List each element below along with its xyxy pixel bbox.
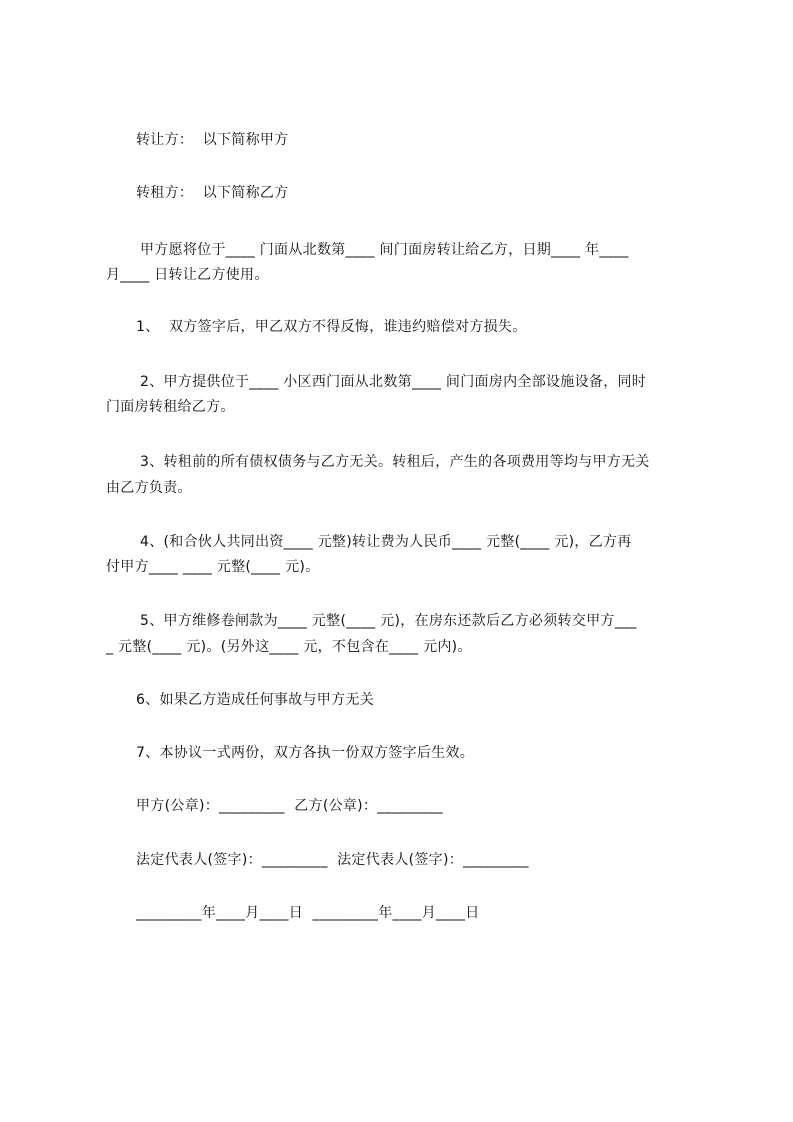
clause-3-line-1: 3、转租前的所有债权债务与乙方无关。转租后，产生的各项费用等均与甲方无关 — [140, 454, 650, 470]
clause-6: 6、如果乙方造成任何事故与甲方无关 — [136, 692, 375, 708]
clause-2-line-2: 门面房转租给乙方。 — [106, 399, 235, 415]
transferor-line: 转让方： 以下简称甲方 — [136, 132, 289, 148]
intro-paragraph-line-1: 甲方愿将位于____ 门面从北数第____ 间门面房转让给乙方，日期____ 年____ — [140, 242, 629, 258]
date-line: _________年____月____日 _________年____月____日 — [136, 905, 480, 921]
clause-5-line-2: _ 元整(____ 元)。(另外这____ 元，不包含在____ 元内)。 — [106, 639, 472, 655]
subtenant-line: 转租方： 以下简称乙方 — [136, 185, 289, 201]
clause-3-line-2: 由乙方负责。 — [106, 480, 192, 496]
clause-5-line-1: 5、甲方维修卷闸款为____ 元整(____ 元)，在房东还款后乙方必须转交甲方___ — [140, 613, 637, 629]
clause-4-line-1: 4、(和合伙人共同出资____ 元整)转让费为人民币____ 元整(____ 元)，乙方再 — [140, 534, 632, 550]
intro-paragraph-line-2: 月____ 日转让乙方使用。 — [106, 267, 269, 283]
seal-line: 甲方(公章)：_________ 乙方(公章)：_________ — [136, 798, 443, 814]
clause-2-line-1: 2、甲方提供位于____ 小区西门面从北数第____ 间门面房内全部设施设备，同时 — [140, 374, 647, 390]
clause-1: 1、 双方签字后，甲乙双方不得反悔，谁违约赔偿对方损失。 — [136, 319, 527, 335]
clause-7: 7、本协议一式两份，双方各执一份双方签字后生效。 — [136, 745, 475, 761]
signature-line: 法定代表人(签字)：_________ 法定代表人(签字)：_________ — [136, 852, 529, 868]
clause-4-line-2: 付甲方____ ____ 元整(____ 元)。 — [106, 559, 320, 575]
